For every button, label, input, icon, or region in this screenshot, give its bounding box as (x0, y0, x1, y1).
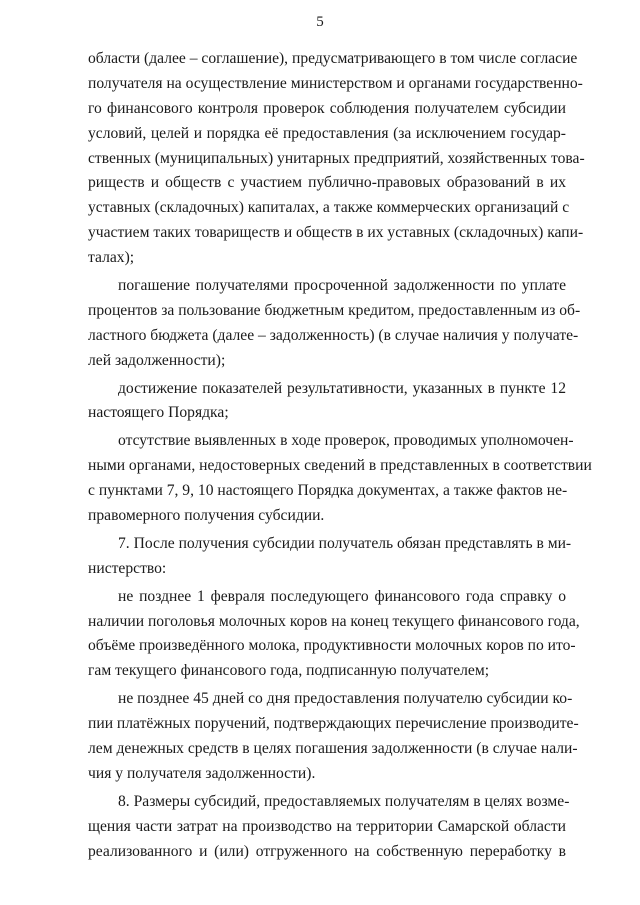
text-line: области (далее – соглашение), предусматривающего в том числе согласие (88, 50, 578, 67)
paragraph (88, 687, 579, 787)
text-line: наличии поголовья молочных коров на конец текущего финансового года, (88, 612, 580, 630)
paragraph (88, 274, 581, 374)
text-line: го финансового контроля проверок соблюдения получателем субсидии (88, 99, 566, 117)
text-line: щения части затрат на производство на территории Самарской области (88, 817, 566, 835)
text-line: 7. После получения субсидии получатель обязан представлять в ми- (118, 534, 572, 552)
text-line: отсутствие выявленных в ходе проверок, проводимых уполномочен- (118, 432, 574, 450)
text-line: уставных (складочных) капиталах, а также коммерческих организаций с (88, 199, 570, 217)
paragraph (88, 429, 592, 529)
text-line: объёме произведённого молока, продуктивности молочных коров по ито- (88, 637, 576, 655)
text-line: получателя на осуществление министерством и органами государственно- (88, 74, 583, 92)
text-line: лем денежных средств в целях погашения задолженности (в случае нали- (88, 740, 578, 758)
text-line: не позднее 1 февраля последующего финансового года справку о (118, 587, 566, 605)
text-line: нистерство: (88, 559, 167, 577)
page-number: 5 (316, 14, 324, 30)
text-line: талах); (88, 249, 135, 267)
text-line: ными органами, недостоверных сведений в представленных в соответствии (88, 457, 592, 475)
text-line: правомерного получения субсидии. (88, 507, 325, 525)
paragraph (88, 47, 585, 271)
text-line: чия у получателя задолженности). (88, 764, 316, 782)
document-body (88, 47, 592, 865)
paragraph (88, 585, 580, 685)
text-line: лей задолженности); (88, 351, 226, 369)
text-line: ластного бюджета (далее – задолженность) (в случае наличия у получате- (88, 326, 579, 344)
text-line: реализованного и (или) отгруженного на собственную переработку в (88, 842, 566, 860)
text-line: настоящего Порядка; (88, 404, 229, 422)
text-line: процентов за пользование бюджетным кредитом, предоставленным из об- (88, 301, 581, 319)
text-line: гам текущего финансового года, подписанную получателем; (88, 662, 490, 680)
text-line: 8. Размеры субсидий, предоставляемых получателям в целях возме- (118, 792, 570, 810)
text-line: достижение показателей результативности, указанных в пункте 12 (118, 379, 566, 397)
text-line: условий, целей и порядка её предоставления (за исключением государ- (88, 124, 566, 142)
text-line: погашение получателями просроченной задолженности по уплате (118, 277, 566, 295)
text-line: не позднее 45 дней со дня предоставления получателю субсидии ко- (118, 690, 573, 708)
paragraph (88, 790, 570, 865)
text-line: пии платёжных поручений, подтверждающих перечисление производите- (88, 715, 579, 733)
text-line: риществ и обществ с участием публично-правовых образований в их (88, 174, 566, 192)
paragraph (88, 377, 566, 427)
text-line: участием таких товариществ и обществ в их уставных (складочных) капи- (88, 224, 584, 242)
paragraph (88, 532, 572, 582)
text-line: с пунктами 7, 9, 10 настоящего Порядка документах, а также фактов не- (88, 482, 568, 500)
text-line: ственных (муниципальных) унитарных предприятий, хозяйственных това- (88, 149, 585, 167)
